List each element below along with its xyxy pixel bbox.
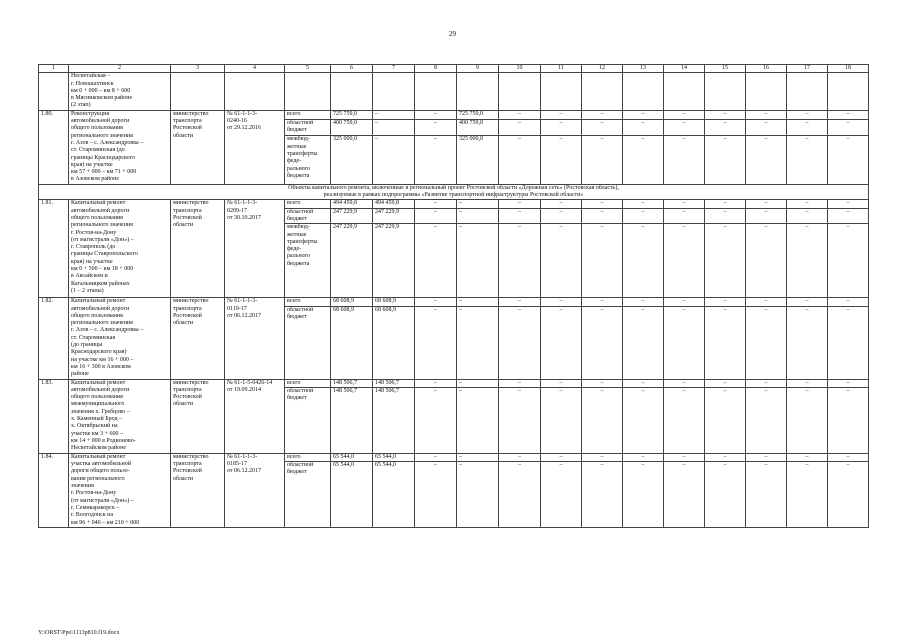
amount-cell: 400 759,0: [331, 119, 373, 136]
amount-cell: 148 506,7: [373, 387, 415, 453]
dash-cell: –: [705, 453, 746, 461]
section-header: Объекты капитального ремонта, включенные в региональный проект Ростовской области «Дорожная сеть» (Ростовская область), реализуемые в рамках подпрограммы «Развитие транспортной инфраструктуры Ростовской области»: [39, 184, 869, 200]
amount-cell: 725 759,0: [457, 110, 499, 119]
funding-source-cell: областной бюджет: [285, 208, 331, 224]
organization-cell: министерство транспорта Ростовской области: [171, 200, 225, 298]
dash-cell: –: [623, 110, 664, 119]
dash-cell: –: [746, 306, 787, 379]
dash-cell: –: [664, 224, 705, 298]
amount-cell: 148 506,7: [331, 387, 373, 453]
column-header: 18: [828, 65, 869, 73]
dash-cell: –: [746, 298, 787, 306]
dash-cell: –: [664, 379, 705, 387]
dash-cell: –: [499, 387, 541, 453]
dash-cell: –: [787, 208, 828, 224]
empty-cell: [787, 73, 828, 110]
file-path-footer: Y:\ORST\Ppo\1113p810.f19.docx: [38, 630, 120, 636]
dash-cell: –: [705, 119, 746, 136]
dash-cell: –: [664, 387, 705, 453]
dash-cell: –: [623, 136, 664, 184]
column-header: 3: [171, 65, 225, 73]
empty-cell: [705, 73, 746, 110]
dash-cell: –: [828, 387, 869, 453]
dash-cell: –: [582, 298, 623, 306]
empty-cell: [664, 73, 705, 110]
dash-cell: –: [623, 224, 664, 298]
dash-cell: –: [705, 224, 746, 298]
amount-cell: 68 608,9: [331, 306, 373, 379]
dash-cell: –: [499, 208, 541, 224]
dash-cell: –: [582, 208, 623, 224]
dash-cell: –: [664, 306, 705, 379]
empty-cell: [499, 73, 541, 110]
dash-cell: –: [787, 306, 828, 379]
dash-cell: –: [705, 136, 746, 184]
dash-cell: –: [623, 453, 664, 461]
empty-cell: [541, 73, 582, 110]
dash-cell: –: [415, 298, 457, 306]
dash-cell: –: [623, 387, 664, 453]
row-number-cell: [39, 73, 69, 110]
funding-source-cell: межбюд- жетные трансферты феде- рального бюджета: [285, 136, 331, 184]
row-number-cell: 1.82.: [39, 298, 69, 379]
document-number-cell: № 61-1-1-3- 0185-17 от 06.12.2017: [225, 453, 285, 527]
amount-cell: –: [457, 379, 499, 387]
funding-source-cell: всего: [285, 298, 331, 306]
amount-cell: 68 608,9: [373, 306, 415, 379]
funding-source-cell: межбюд- жетные трансферты феде- рального бюджета: [285, 224, 331, 298]
dash-cell: –: [746, 208, 787, 224]
dash-cell: –: [499, 298, 541, 306]
column-header: 2: [69, 65, 171, 73]
dash-cell: –: [499, 453, 541, 461]
dash-cell: –: [541, 208, 582, 224]
organization-cell: министерство транспорта Ростовской области: [171, 298, 225, 379]
section-header-row: [39, 184, 869, 200]
table-row: [39, 453, 869, 461]
page-number: 29: [449, 30, 456, 38]
dash-cell: –: [541, 379, 582, 387]
dash-cell: –: [499, 119, 541, 136]
amount-cell: 247 229,9: [331, 224, 373, 298]
dash-cell: –: [623, 119, 664, 136]
organization-cell: министерство транспорта Ростовской области: [171, 110, 225, 184]
amount-cell: –: [457, 387, 499, 453]
dash-cell: –: [623, 298, 664, 306]
amount-cell: 68 608,9: [373, 298, 415, 306]
empty-cell: [225, 73, 285, 110]
dash-cell: –: [746, 387, 787, 453]
empty-cell: [331, 73, 373, 110]
dash-cell: –: [541, 136, 582, 184]
amount-cell: –: [457, 298, 499, 306]
funding-source-cell: всего: [285, 453, 331, 461]
dash-cell: –: [828, 298, 869, 306]
dash-cell: –: [787, 200, 828, 208]
table-row: [39, 200, 869, 208]
table-row: [39, 298, 869, 306]
dash-cell: –: [787, 453, 828, 461]
amount-cell: –: [457, 306, 499, 379]
dash-cell: –: [787, 119, 828, 136]
column-header: 7: [373, 65, 415, 73]
dash-cell: –: [787, 462, 828, 528]
dash-cell: –: [541, 119, 582, 136]
dash-cell: –: [664, 136, 705, 184]
dash-cell: –: [623, 462, 664, 528]
document-number-cell: № 61-1-1-3- 0240-16 от 29.12.2016: [225, 110, 285, 184]
amount-cell: 494 459,8: [331, 200, 373, 208]
dash-cell: –: [582, 136, 623, 184]
organization-cell: министерство транспорта Ростовской области: [171, 453, 225, 527]
empty-cell: [746, 73, 787, 110]
dash-cell: –: [415, 200, 457, 208]
column-header: 4: [225, 65, 285, 73]
dash-cell: –: [746, 200, 787, 208]
dash-cell: –: [582, 306, 623, 379]
empty-cell: [415, 73, 457, 110]
amount-cell: 325 000,0: [331, 136, 373, 184]
amount-cell: 325 000,0: [457, 136, 499, 184]
dash-cell: –: [623, 200, 664, 208]
dash-cell: –: [705, 110, 746, 119]
empty-cell: [828, 73, 869, 110]
amount-cell: –: [457, 453, 499, 461]
amount-cell: 247 229,9: [373, 224, 415, 298]
funding-source-cell: областной бюджет: [285, 119, 331, 136]
dash-cell: –: [499, 136, 541, 184]
dash-cell: –: [415, 119, 457, 136]
amount-cell: 247 229,9: [331, 208, 373, 224]
dash-cell: –: [664, 453, 705, 461]
dash-cell: –: [415, 136, 457, 184]
funding-source-cell: областной бюджет: [285, 462, 331, 528]
dash-cell: –: [746, 224, 787, 298]
dash-cell: –: [664, 208, 705, 224]
dash-cell: –: [499, 462, 541, 528]
column-header: 5: [285, 65, 331, 73]
dash-cell: –: [582, 379, 623, 387]
dash-cell: –: [746, 110, 787, 119]
organization-cell: министерство транспорта Ростовской области: [171, 379, 225, 453]
dash-cell: –: [787, 110, 828, 119]
continuation-row: [39, 73, 869, 110]
dash-cell: –: [787, 387, 828, 453]
object-name-cell: Капитальный ремонт автомобильной дороги общего пользования регионального значения г. Ростов-на-Дону (от магистрали «Дон») – г. Ставрополь (до границы Ставропольского края) на участке км 0 + 500 – км 18 + 000 в Аксайском и Кагальницком районах (1 – 2 этапы): [69, 200, 171, 298]
dash-cell: –: [787, 298, 828, 306]
dash-cell: –: [705, 298, 746, 306]
amount-cell: 65 544,0: [373, 453, 415, 461]
dash-cell: –: [541, 306, 582, 379]
amount-cell: –: [457, 224, 499, 298]
dash-cell: –: [746, 379, 787, 387]
column-header: 8: [415, 65, 457, 73]
amount-cell: –: [373, 136, 415, 184]
dash-cell: –: [705, 387, 746, 453]
dash-cell: –: [623, 208, 664, 224]
amount-cell: –: [457, 200, 499, 208]
column-header: 6: [331, 65, 373, 73]
row-number-cell: 1.81.: [39, 200, 69, 298]
dash-cell: –: [623, 306, 664, 379]
column-header: 10: [499, 65, 541, 73]
table-row: [39, 110, 869, 119]
dash-cell: –: [828, 200, 869, 208]
column-header: 15: [705, 65, 746, 73]
dash-cell: –: [746, 462, 787, 528]
dash-cell: –: [582, 387, 623, 453]
empty-cell: [171, 73, 225, 110]
column-header: 11: [541, 65, 582, 73]
funding-source-cell: областной бюджет: [285, 306, 331, 379]
row-number-cell: 1.84.: [39, 453, 69, 527]
dash-cell: –: [582, 110, 623, 119]
object-name-cell: Капитальный ремонт автомобильной дороги общего пользования межмуниципального значения х. Гребцово – х. Каменный Брод – х. Октябрьский на участке км 3 + 600 – км 14 + 000 в Родионово- Несветайском районе: [69, 379, 171, 453]
amount-cell: 148 506,7: [331, 379, 373, 387]
amount-cell: –: [457, 208, 499, 224]
amount-cell: 494 459,8: [373, 200, 415, 208]
dash-cell: –: [415, 208, 457, 224]
dash-cell: –: [828, 379, 869, 387]
dash-cell: –: [828, 119, 869, 136]
amount-cell: 65 544,0: [331, 462, 373, 528]
dash-cell: –: [828, 462, 869, 528]
dash-cell: –: [541, 200, 582, 208]
dash-cell: –: [828, 306, 869, 379]
dash-cell: –: [541, 462, 582, 528]
dash-cell: –: [828, 453, 869, 461]
dash-cell: –: [582, 200, 623, 208]
dash-cell: –: [415, 379, 457, 387]
funding-source-cell: всего: [285, 110, 331, 119]
row-number-cell: 1.80.: [39, 110, 69, 184]
document-number-cell: № 61-1-5-0426-14 от 19.09.2014: [225, 379, 285, 453]
object-name-cell: Реконструкция автомобильной дороги общего пользования регионального значения г. Азов – с. Александровка – ст. Староминская (до границы Краснодарского края) на участке км 57 + 000 – км 71 + 000 в Азовском районе: [69, 110, 171, 184]
dash-cell: –: [746, 453, 787, 461]
document-number-cell: № 61-1-1-3- 0119-17 от 06.12.2017: [225, 298, 285, 379]
dash-cell: –: [664, 298, 705, 306]
dash-cell: –: [828, 208, 869, 224]
amount-cell: 400 759,0: [457, 119, 499, 136]
dash-cell: –: [664, 119, 705, 136]
dash-cell: –: [415, 387, 457, 453]
table-row: [39, 379, 869, 387]
empty-cell: [373, 73, 415, 110]
column-header: 16: [746, 65, 787, 73]
dash-cell: –: [499, 110, 541, 119]
object-name-cell: Капитальный ремонт автомобильной дороги общего пользования регионального значения г. Азов – с. Александровка – ст. Староминская (до границы Краснодарского края) на участке км 16 + 000 – км 16 + 300 в Азовском районе: [69, 298, 171, 379]
dash-cell: –: [499, 379, 541, 387]
column-header: 1: [39, 65, 69, 73]
dash-cell: –: [787, 136, 828, 184]
dash-cell: –: [664, 200, 705, 208]
dash-cell: –: [415, 224, 457, 298]
dash-cell: –: [746, 136, 787, 184]
dash-cell: –: [828, 224, 869, 298]
dash-cell: –: [541, 224, 582, 298]
column-header: 12: [582, 65, 623, 73]
amount-cell: –: [373, 110, 415, 119]
funding-source-cell: всего: [285, 379, 331, 387]
document-number-cell: № 61-1-1-3- 0209-17 от 30.10.2017: [225, 200, 285, 298]
amount-cell: 65 544,0: [331, 453, 373, 461]
funding-source-cell: областной бюджет: [285, 387, 331, 453]
amount-cell: 725 759,0: [331, 110, 373, 119]
dash-cell: –: [415, 110, 457, 119]
object-name-cell: Несветайская – г. Новошахтинск км 0 + 000 – км 8 + 600 в Мясниковском районе (2 этап): [69, 73, 171, 110]
dash-cell: –: [582, 224, 623, 298]
header-row: [39, 65, 869, 73]
amount-cell: 68 608,9: [331, 298, 373, 306]
dash-cell: –: [582, 119, 623, 136]
dash-cell: –: [705, 379, 746, 387]
dash-cell: –: [705, 208, 746, 224]
funding-source-cell: всего: [285, 200, 331, 208]
dash-cell: –: [582, 453, 623, 461]
amount-cell: 247 229,9: [373, 208, 415, 224]
dash-cell: –: [541, 453, 582, 461]
amount-cell: –: [373, 119, 415, 136]
dash-cell: –: [499, 200, 541, 208]
column-header: 17: [787, 65, 828, 73]
dash-cell: –: [746, 119, 787, 136]
dash-cell: –: [623, 379, 664, 387]
dash-cell: –: [705, 462, 746, 528]
empty-cell: [457, 73, 499, 110]
budget-table: [38, 64, 869, 528]
amount-cell: –: [457, 462, 499, 528]
dash-cell: –: [705, 306, 746, 379]
amount-cell: 65 544,0: [373, 462, 415, 528]
empty-cell: [285, 73, 331, 110]
dash-cell: –: [664, 462, 705, 528]
dash-cell: –: [541, 110, 582, 119]
dash-cell: –: [541, 298, 582, 306]
object-name-cell: Капитальный ремонт участка автомобильной дороги общего пользо- вания регионального значения г. Ростов-на-Дону (от магистрали «Дон») – г. Семикаракорск – г. Волгодонск на км 96 + 040 – км 210 + 000: [69, 453, 171, 527]
dash-cell: –: [828, 110, 869, 119]
dash-cell: –: [415, 306, 457, 379]
dash-cell: –: [415, 453, 457, 461]
dash-cell: –: [415, 462, 457, 528]
dash-cell: –: [787, 224, 828, 298]
amount-cell: 148 506,7: [373, 379, 415, 387]
column-header: 13: [623, 65, 664, 73]
dash-cell: –: [541, 387, 582, 453]
column-header: 9: [457, 65, 499, 73]
dash-cell: –: [582, 462, 623, 528]
column-header: 14: [664, 65, 705, 73]
empty-cell: [623, 73, 664, 110]
dash-cell: –: [664, 110, 705, 119]
dash-cell: –: [499, 224, 541, 298]
dash-cell: –: [828, 136, 869, 184]
empty-cell: [582, 73, 623, 110]
dash-cell: –: [499, 306, 541, 379]
dash-cell: –: [787, 379, 828, 387]
row-number-cell: 1.83.: [39, 379, 69, 453]
dash-cell: –: [705, 200, 746, 208]
